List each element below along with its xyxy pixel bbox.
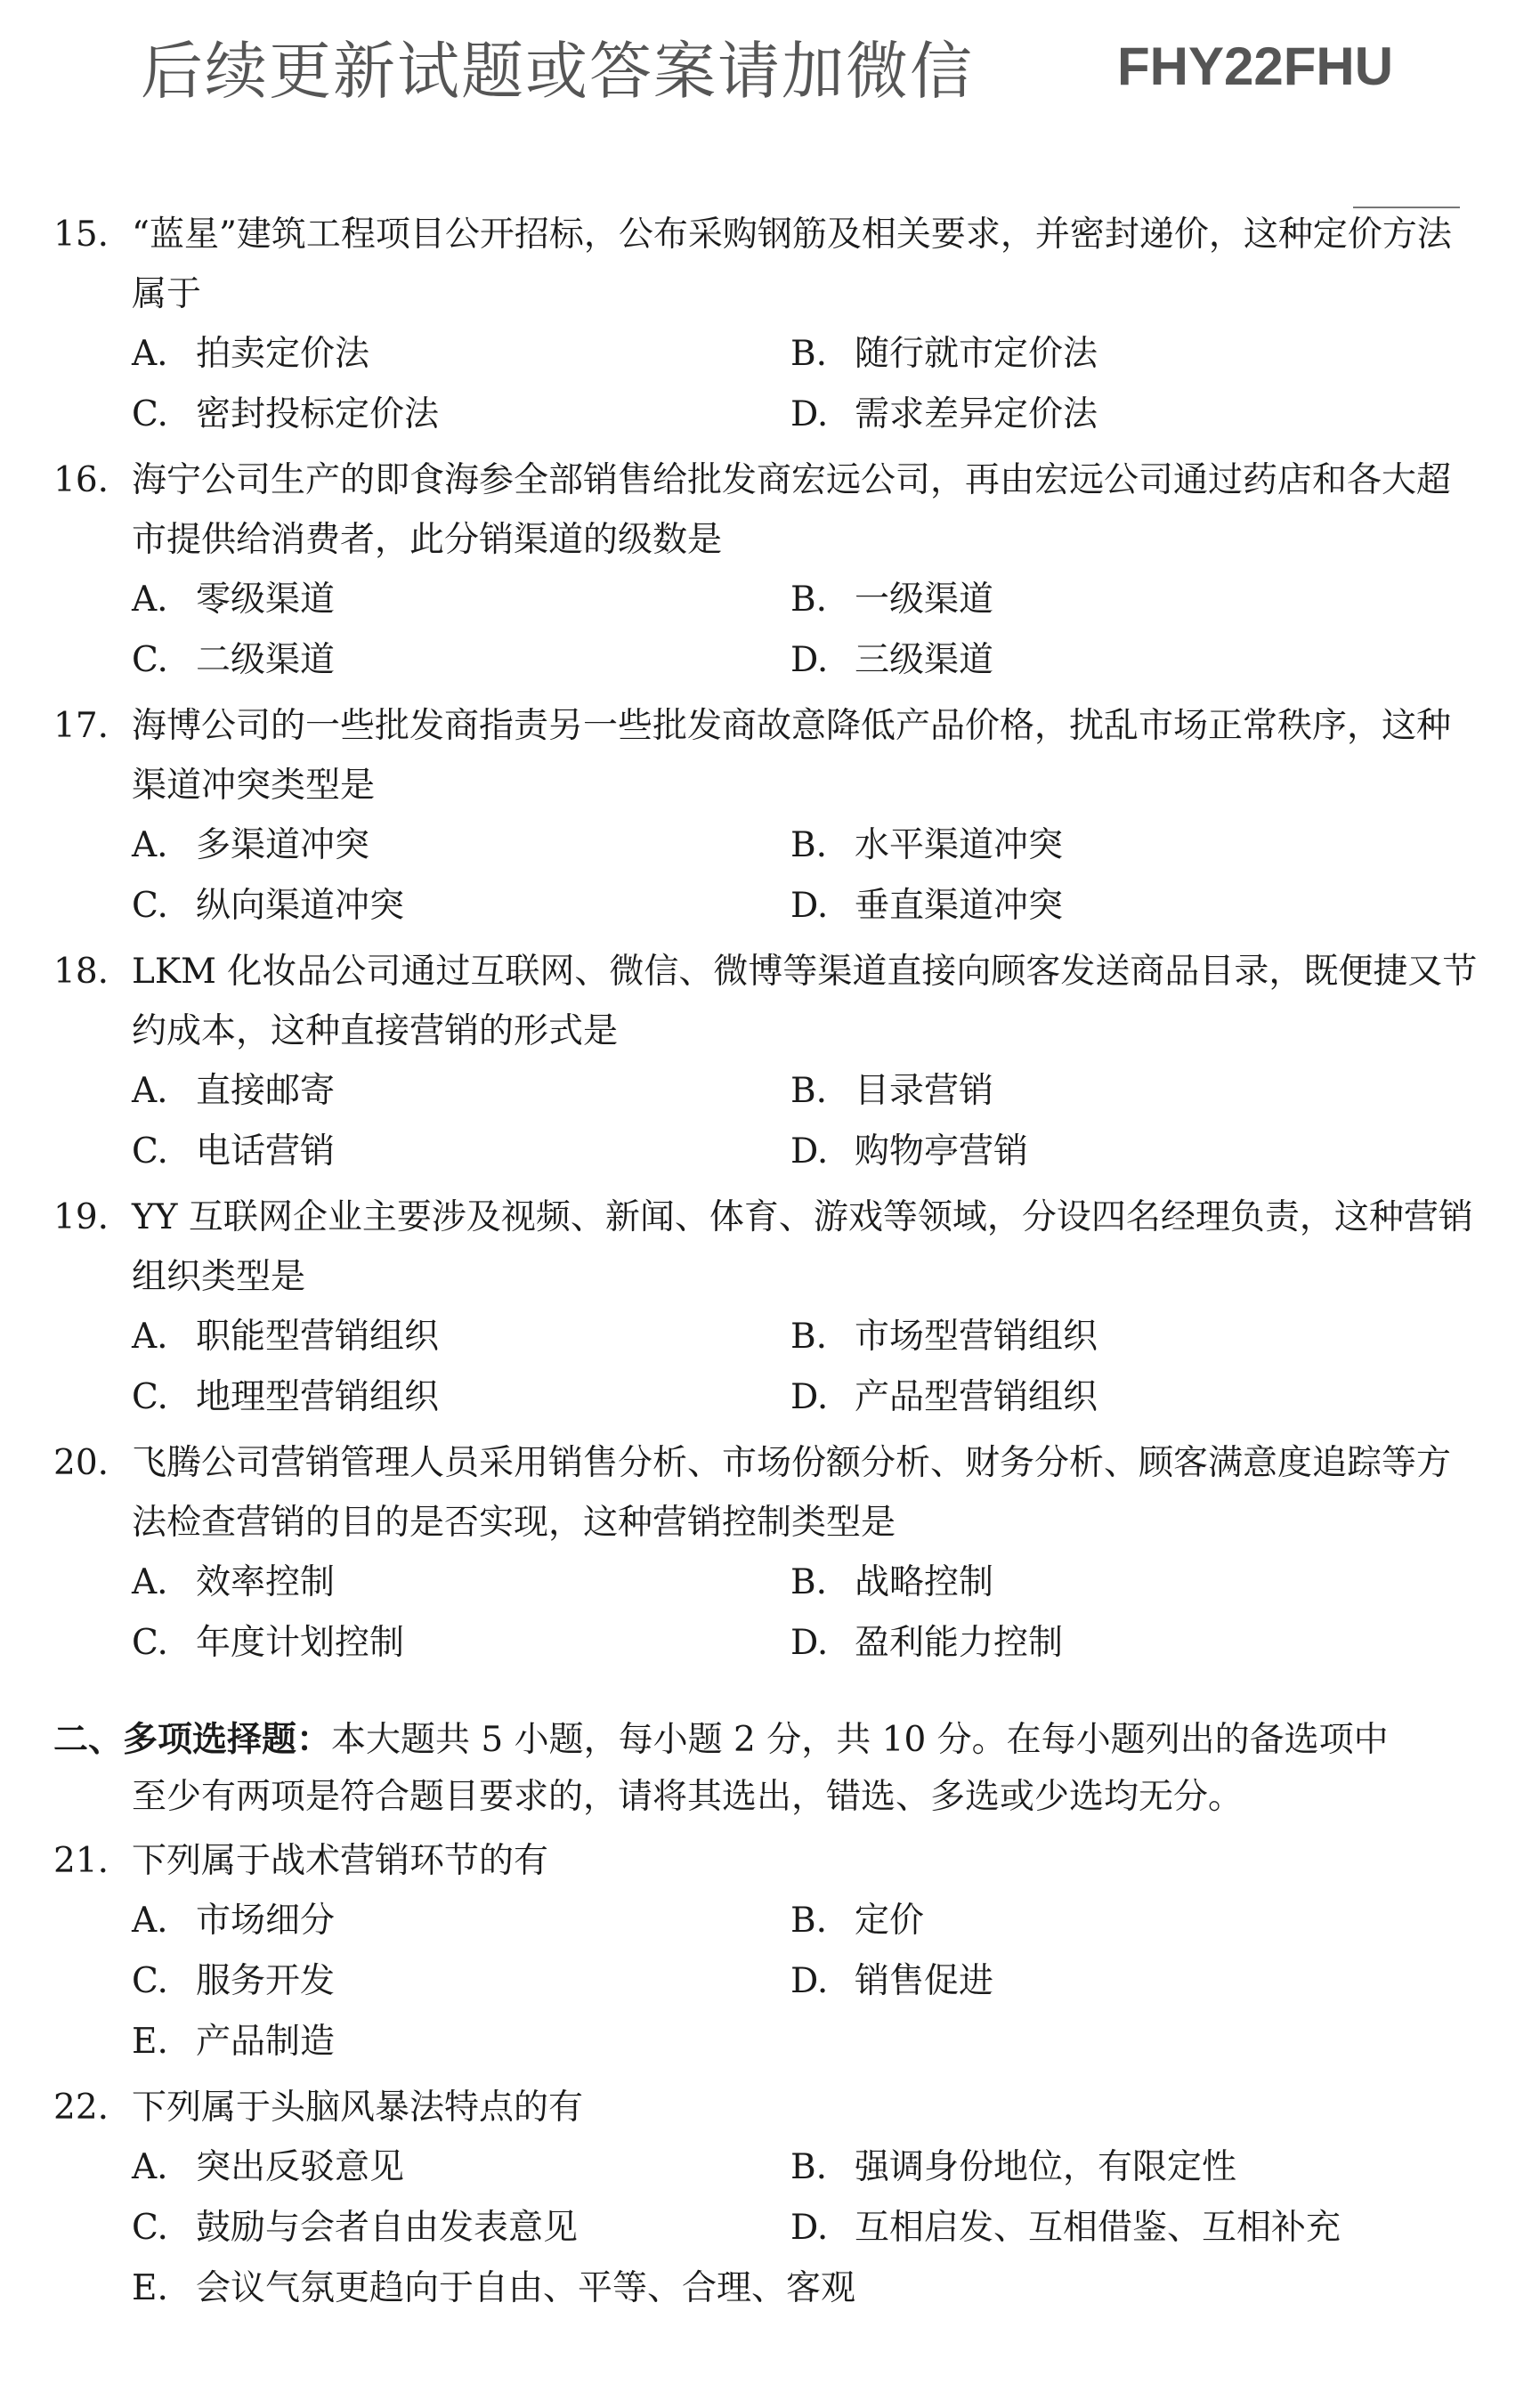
option-letter: D. bbox=[790, 1623, 829, 1663]
option-item bbox=[132, 1951, 790, 2012]
option-text: 产品型营销组织 bbox=[855, 1377, 1098, 1417]
option-item bbox=[790, 324, 1449, 385]
option-letter: D. bbox=[790, 1377, 829, 1417]
option-text: 市场型营销组织 bbox=[855, 1317, 1098, 1357]
section-instructions-line1: 本大题共 5 小题，每小题 2 分，共 10 分。在每小题列出的备选项中 bbox=[331, 1720, 1389, 1760]
options-grid bbox=[53, 324, 1478, 445]
option-letter: D. bbox=[790, 394, 829, 434]
question-stem bbox=[53, 1831, 1478, 1891]
exam-content bbox=[53, 205, 1478, 2324]
question-item bbox=[53, 1831, 1478, 2072]
single-choice-questions bbox=[53, 205, 1478, 1674]
option-letter: D. bbox=[790, 2208, 829, 2248]
option-text: 市场细分 bbox=[196, 1901, 336, 1941]
options-grid bbox=[53, 1891, 1478, 2072]
option-text: 一级渠道 bbox=[855, 580, 994, 620]
option-item bbox=[790, 1951, 1449, 2012]
option-text: 纵向渠道冲突 bbox=[196, 886, 405, 926]
option-text: 多渠道冲突 bbox=[196, 825, 370, 865]
option-item bbox=[790, 2137, 1449, 2198]
option-text: 拍卖定价法 bbox=[196, 334, 370, 374]
option-letter: B. bbox=[790, 1071, 828, 1111]
section-instructions-line2: 至少有两项是符合题目要求的，请将其选出，错选、多选或少选均无分。 bbox=[132, 1777, 1244, 1817]
options-grid bbox=[53, 815, 1478, 936]
option-letter: B. bbox=[790, 1317, 828, 1357]
option-item bbox=[132, 570, 790, 630]
question-stem bbox=[53, 2078, 1478, 2137]
question-number: 19. bbox=[53, 1197, 109, 1237]
option-item bbox=[132, 1891, 790, 1951]
question-text: LKM 化妆品公司通过互联网、微信、微博等渠道直接向顾客发送商品目录，既便捷又节约成本，这种直接营销的形式是 bbox=[132, 952, 1478, 1051]
question-text: 海宁公司生产的即食海参全部销售给批发商宏远公司，再由宏远公司通过药店和各大超市提供给消费者，此分销渠道的级数是 bbox=[132, 460, 1452, 560]
option-item bbox=[132, 385, 790, 445]
question-text: YY 互联网企业主要涉及视频、新闻、体育、游戏等领域，分设四名经理负责，这种营销组织类型是 bbox=[132, 1197, 1473, 1297]
option-letter: B. bbox=[790, 334, 828, 374]
option-letter: B. bbox=[790, 2147, 828, 2187]
question-stem bbox=[53, 205, 1478, 324]
option-item bbox=[790, 1553, 1449, 1613]
option-text: 产品制造 bbox=[196, 2022, 336, 2062]
question-number: 15. bbox=[53, 215, 109, 255]
option-letter: C. bbox=[132, 886, 168, 926]
option-text: 强调身份地位，有限定性 bbox=[855, 2147, 1237, 2187]
option-letter: A. bbox=[132, 1901, 168, 1941]
option-item bbox=[790, 1122, 1449, 1182]
question-text: “蓝星”建筑工程项目公开招标，公布采购钢筋及相关要求，并密封递价，这种定价方法属于 bbox=[132, 215, 1452, 314]
option-item bbox=[790, 1891, 1449, 1951]
option-item bbox=[132, 1613, 790, 1674]
option-item bbox=[790, 2198, 1449, 2258]
option-letter: D. bbox=[790, 886, 829, 926]
question-item bbox=[53, 696, 1478, 936]
question-item bbox=[53, 942, 1478, 1182]
question-number: 20. bbox=[53, 1443, 109, 1483]
option-letter: E. bbox=[132, 2268, 168, 2308]
option-text: 二级渠道 bbox=[196, 640, 336, 680]
option-item bbox=[132, 2137, 790, 2198]
option-letter: D. bbox=[790, 640, 829, 680]
question-item bbox=[53, 1433, 1478, 1674]
option-item bbox=[132, 1061, 790, 1122]
option-text: 战略控制 bbox=[855, 1562, 994, 1602]
question-stem bbox=[53, 1188, 1478, 1307]
option-letter: A. bbox=[132, 1562, 168, 1602]
option-item bbox=[132, 1307, 790, 1367]
question-number: 18. bbox=[53, 952, 109, 992]
option-item bbox=[790, 385, 1449, 445]
option-text: 鼓励与会者自由发表意见 bbox=[196, 2208, 579, 2248]
option-letter: B. bbox=[790, 825, 828, 865]
question-number: 22. bbox=[53, 2088, 109, 2128]
question-item bbox=[53, 450, 1478, 691]
option-text: 垂直渠道冲突 bbox=[855, 886, 1064, 926]
option-letter: D. bbox=[790, 1961, 829, 2001]
question-item bbox=[53, 205, 1478, 445]
option-item bbox=[790, 815, 1449, 876]
option-letter: E. bbox=[132, 2022, 168, 2062]
option-letter: A. bbox=[132, 1071, 168, 1111]
option-text: 效率控制 bbox=[196, 1562, 336, 1602]
question-text: 海博公司的一些批发商指责另一些批发商故意降低产品价格，扰乱市场正常秩序，这种渠道冲突类型是 bbox=[132, 706, 1452, 806]
option-text: 定价 bbox=[855, 1901, 925, 1941]
option-text: 互相启发、互相借鉴、互相补充 bbox=[855, 2208, 1341, 2248]
option-letter: A. bbox=[132, 825, 168, 865]
option-letter: A. bbox=[132, 1317, 168, 1357]
option-text: 直接邮寄 bbox=[196, 1071, 336, 1111]
option-text: 三级渠道 bbox=[855, 640, 994, 680]
option-letter: B. bbox=[790, 1562, 828, 1602]
page-header bbox=[0, 0, 1540, 134]
option-text: 零级渠道 bbox=[196, 580, 336, 620]
question-text: 下列属于战术营销环节的有 bbox=[132, 1841, 549, 1881]
option-letter: C. bbox=[132, 1377, 168, 1417]
option-item bbox=[790, 1367, 1449, 1428]
option-item bbox=[790, 1613, 1449, 1674]
question-number: 21. bbox=[53, 1841, 109, 1881]
header-wechat-id: FHY22FHU bbox=[1117, 36, 1394, 96]
option-item bbox=[132, 1367, 790, 1428]
question-number: 16. bbox=[53, 460, 109, 500]
option-item bbox=[132, 2012, 790, 2072]
option-item bbox=[132, 2258, 856, 2319]
section-title: 二、多项选择题： bbox=[53, 1719, 332, 1760]
options-grid bbox=[53, 1061, 1478, 1182]
option-letter: C. bbox=[132, 1131, 168, 1172]
header-notice: 后续更新试题或答案请加微信 bbox=[141, 35, 974, 108]
options-grid bbox=[53, 1553, 1478, 1674]
option-letter: C. bbox=[132, 1961, 168, 2001]
option-item bbox=[790, 630, 1449, 691]
option-text: 年度计划控制 bbox=[196, 1623, 405, 1663]
question-stem bbox=[53, 450, 1478, 570]
option-text: 突出反驳意见 bbox=[196, 2147, 405, 2187]
option-item bbox=[132, 324, 790, 385]
option-text: 购物亭营销 bbox=[855, 1131, 1029, 1172]
option-item bbox=[132, 815, 790, 876]
option-text: 目录营销 bbox=[855, 1071, 994, 1111]
option-letter: B. bbox=[790, 1901, 828, 1941]
option-text: 职能型营销组织 bbox=[196, 1317, 440, 1357]
option-letter: C. bbox=[132, 1623, 168, 1663]
question-text: 飞腾公司营销管理人员采用销售分析、市场份额分析、财务分析、顾客满意度追踪等方法检查营销的目的是否实现，这种营销控制类型是 bbox=[132, 1443, 1452, 1543]
option-letter: A. bbox=[132, 2147, 168, 2187]
option-item bbox=[790, 570, 1449, 630]
option-text: 服务开发 bbox=[196, 1961, 336, 2001]
option-text: 电话营销 bbox=[196, 1131, 336, 1172]
option-text: 盈利能力控制 bbox=[855, 1623, 1064, 1663]
option-item bbox=[132, 2198, 790, 2258]
option-letter: D. bbox=[790, 1131, 829, 1172]
question-stem bbox=[53, 1433, 1478, 1553]
options-grid bbox=[53, 1307, 1478, 1428]
option-item bbox=[790, 1061, 1449, 1122]
question-stem bbox=[53, 942, 1478, 1061]
option-letter: C. bbox=[132, 640, 168, 680]
option-item bbox=[790, 1307, 1449, 1367]
option-letter: A. bbox=[132, 334, 168, 374]
options-grid bbox=[53, 570, 1478, 691]
question-text: 下列属于头脑风暴法特点的有 bbox=[132, 2088, 584, 2128]
option-item bbox=[790, 876, 1449, 936]
option-letter: C. bbox=[132, 394, 168, 434]
question-item bbox=[53, 1188, 1478, 1428]
option-text: 销售促进 bbox=[855, 1961, 994, 2001]
options-grid bbox=[53, 2137, 1478, 2319]
option-item bbox=[132, 876, 790, 936]
option-item bbox=[132, 1553, 790, 1613]
question-item bbox=[53, 2078, 1478, 2319]
option-letter: C. bbox=[132, 2208, 168, 2248]
question-stem bbox=[53, 696, 1478, 815]
option-text: 水平渠道冲突 bbox=[855, 825, 1064, 865]
option-text: 随行就市定价法 bbox=[855, 334, 1098, 374]
option-text: 密封投标定价法 bbox=[196, 394, 440, 434]
multiple-choice-questions bbox=[53, 1831, 1478, 2319]
section-heading-multiple-choice bbox=[53, 1711, 1478, 1826]
option-item bbox=[132, 630, 790, 691]
option-text: 地理型营销组织 bbox=[196, 1377, 440, 1417]
option-text: 会议气氛更趋向于自由、平等、合理、客观 bbox=[196, 2268, 856, 2308]
option-letter: B. bbox=[790, 580, 828, 620]
option-text: 需求差异定价法 bbox=[855, 394, 1098, 434]
question-number: 17. bbox=[53, 706, 109, 746]
option-item bbox=[132, 1122, 790, 1182]
option-letter: A. bbox=[132, 580, 168, 620]
